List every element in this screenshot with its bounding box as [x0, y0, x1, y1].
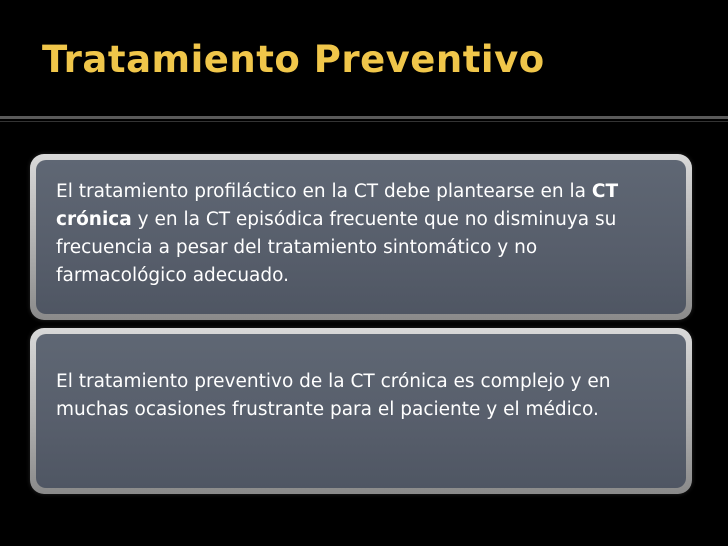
title-divider-thin [0, 121, 728, 122]
box-1-text-end: y en la CT episódica frecuente que no disminuya su frecuencia a pesar del tratamiento sintomático y no farmacológico adecuado. [56, 209, 617, 286]
slide-title: Tratamiento Preventivo [42, 38, 545, 81]
content-box-1-text [56, 178, 672, 290]
box-1-text-start: El tratamiento profiláctico en la CT debe plantearse en la [56, 181, 592, 202]
title-divider [0, 116, 728, 119]
title-bar [0, 0, 728, 112]
content-box-2 [30, 328, 692, 494]
box-1-text-bold: CT crónica [56, 181, 619, 230]
box-2-text: El tratamiento preventivo de la CT crónica es complejo y en muchas ocasiones frustrante para el paciente y el médico. [56, 371, 611, 420]
content-box-1 [30, 154, 692, 320]
content-box-1-fill [36, 160, 686, 314]
content-box-2-fill [36, 334, 686, 488]
content-box-2-text [56, 368, 672, 424]
